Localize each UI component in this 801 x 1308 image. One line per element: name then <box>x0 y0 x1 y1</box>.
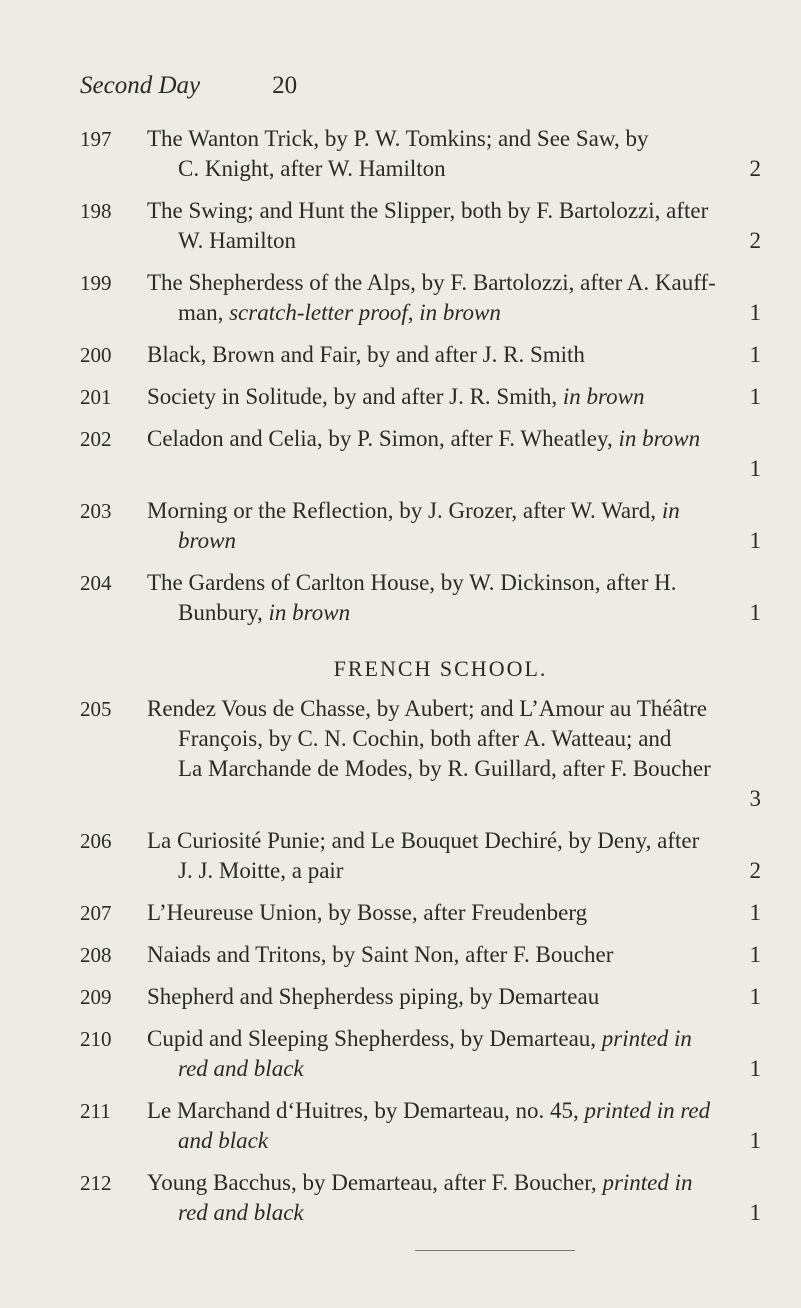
lot-entry <box>80 1024 761 1084</box>
lot-number: 198 <box>80 199 112 223</box>
description-text: Shepherd and Shepherdess piping, by Demarteau <box>147 984 600 1009</box>
description-italic: in brown <box>268 600 351 625</box>
description-text: L’Heureuse Union, by Bosse, after Freudenberg <box>147 900 588 925</box>
description-text: man, <box>178 300 230 325</box>
description-text: François, by C. N. Cochin, both after A. Watteau; and <box>178 726 672 751</box>
lot-quantity: 3 <box>749 786 761 811</box>
lot-quantity: 1 <box>749 984 761 1009</box>
lot-entry <box>80 124 761 184</box>
description-text: J. J. Moitte, a pair <box>178 858 344 883</box>
description-text: Celadon and Celia, by P. Simon, after F. Wheatley, <box>147 426 619 451</box>
description-line <box>147 568 761 598</box>
description-text: Naiads and Tritons, by Saint Non, after F. Boucher <box>147 942 614 967</box>
description-line <box>147 298 761 328</box>
description-text: Bunbury, <box>178 600 269 625</box>
description-line <box>147 784 761 814</box>
description-italic: printed in <box>602 1170 693 1195</box>
description-line <box>147 694 761 724</box>
lot-number: 202 <box>80 427 112 451</box>
description-line <box>147 1024 761 1054</box>
description-line <box>147 826 761 856</box>
description-text: Cupid and Sleeping Shepherdess, by Demarteau, <box>147 1026 602 1051</box>
lot-description <box>147 826 761 886</box>
description-text: Black, Brown and Fair, by and after J. R. Smith <box>147 342 585 367</box>
description-italic: printed in red <box>584 1098 711 1123</box>
description-line <box>147 982 761 1012</box>
lot-number: 201 <box>80 385 112 409</box>
lot-description <box>147 694 761 814</box>
description-line <box>147 454 761 484</box>
lot-description <box>147 424 761 484</box>
page-number: 20 <box>272 72 298 99</box>
description-text: La Marchande de Modes, by R. Guillard, after F. Boucher <box>178 756 711 781</box>
lot-number: 197 <box>80 127 112 151</box>
description-line <box>147 724 761 754</box>
lot-entry <box>80 982 761 1012</box>
lot-quantity: 2 <box>749 156 761 181</box>
description-italic: in brown <box>618 426 701 451</box>
lot-number: 206 <box>80 829 112 853</box>
description-italic: printed in <box>601 1026 692 1051</box>
lot-description <box>147 268 761 328</box>
lot-number: 207 <box>80 901 112 925</box>
lot-number: 203 <box>80 499 112 523</box>
description-line <box>147 526 761 556</box>
lot-entry <box>80 1096 761 1156</box>
description-line <box>147 154 761 184</box>
page-header <box>80 72 761 112</box>
description-line <box>147 1168 761 1198</box>
lot-number: 210 <box>80 1027 112 1051</box>
description-text: The Wanton Trick, by P. W. Tomkins; and See Saw, by <box>147 126 649 151</box>
description-text: The Shepherdess of the Alps, by F. Bartolozzi, after A. Kauff- <box>147 270 716 295</box>
description-italic: in <box>661 498 680 523</box>
section-title: Second Day <box>80 72 201 99</box>
description-italic: and black <box>178 1128 269 1153</box>
description-text: The Swing; and Hunt the Slipper, both by F. Bartolozzi, after <box>147 198 709 223</box>
description-line <box>147 940 761 970</box>
lot-entry <box>80 694 761 814</box>
description-line <box>147 1126 761 1156</box>
description-line <box>147 424 761 454</box>
description-text: Rendez Vous de Chasse, by Aubert; and L’Amour au Théâtre <box>147 696 707 721</box>
description-italic: red and black <box>178 1200 304 1225</box>
lot-entry <box>80 568 761 628</box>
lot-entry <box>80 268 761 328</box>
lot-description <box>147 124 761 184</box>
description-line <box>147 226 761 256</box>
description-line <box>147 856 761 886</box>
lot-quantity: 1 <box>749 600 761 625</box>
school-heading: FRENCH SCHOOL. <box>333 656 548 681</box>
lot-number: 212 <box>80 1171 112 1195</box>
lot-quantity: 1 <box>749 1200 761 1225</box>
lot-entry <box>80 940 761 970</box>
description-text: Le Marchand d‘Huitres, by Demarteau, no. 45, <box>147 1098 585 1123</box>
description-line <box>147 1054 761 1084</box>
lot-number: 208 <box>80 943 112 967</box>
description-line <box>147 496 761 526</box>
lot-quantity: 1 <box>749 300 761 325</box>
description-text: The Gardens of Carlton House, by W. Dickinson, after H. <box>147 570 677 595</box>
lot-description <box>147 982 761 1012</box>
lot-description <box>147 340 761 370</box>
description-line <box>147 124 761 154</box>
lot-quantity: 1 <box>749 456 761 481</box>
description-text: C. Knight, after W. Hamilton <box>178 156 446 181</box>
lot-description <box>147 568 761 628</box>
description-line <box>147 340 761 370</box>
lot-quantity: 1 <box>749 942 761 967</box>
lot-description <box>147 940 761 970</box>
lot-description <box>147 1096 761 1156</box>
lot-list-english <box>80 124 761 628</box>
end-rule <box>415 1250 575 1251</box>
lot-quantity: 1 <box>749 528 761 553</box>
description-line <box>147 1096 761 1126</box>
lot-quantity: 2 <box>749 228 761 253</box>
lot-entry <box>80 196 761 256</box>
lot-number: 209 <box>80 985 112 1009</box>
description-text: Morning or the Reflection, by J. Grozer, after W. Ward, <box>147 498 662 523</box>
lot-description <box>147 898 761 928</box>
description-text: W. Hamilton <box>178 228 296 253</box>
description-line <box>147 598 761 628</box>
lot-number: 199 <box>80 271 112 295</box>
lot-quantity: 1 <box>749 342 761 367</box>
description-italic: red and black <box>178 1056 304 1081</box>
description-line <box>147 268 761 298</box>
description-line <box>147 382 761 412</box>
lot-quantity: 1 <box>749 384 761 409</box>
lot-number: 204 <box>80 571 112 595</box>
lot-quantity: 2 <box>749 858 761 883</box>
lot-list-french <box>80 694 761 1228</box>
lot-number: 205 <box>80 697 112 721</box>
description-text: Young Bacchus, by Demarteau, after F. Boucher, <box>147 1170 603 1195</box>
lot-entry <box>80 826 761 886</box>
lot-entry <box>80 382 761 412</box>
lot-entry <box>80 496 761 556</box>
lot-description <box>147 1168 761 1228</box>
description-text: Society in Solitude, by and after J. R. Smith, <box>147 384 563 409</box>
lot-quantity: 1 <box>749 1128 761 1153</box>
description-line <box>147 754 761 784</box>
lot-entry <box>80 898 761 928</box>
lot-number: 200 <box>80 343 112 367</box>
lot-quantity: 1 <box>749 1056 761 1081</box>
lot-quantity: 1 <box>749 900 761 925</box>
lot-entry <box>80 1168 761 1228</box>
lot-entry <box>80 424 761 484</box>
description-italic: in brown <box>562 384 645 409</box>
lot-description <box>147 1024 761 1084</box>
description-line <box>147 898 761 928</box>
description-italic: scratch-letter proof, in brown <box>229 300 501 325</box>
lot-description <box>147 496 761 556</box>
description-italic: brown <box>178 528 236 553</box>
description-text: La Curiosité Punie; and Le Bouquet Dechiré, by Deny, after <box>147 828 700 853</box>
lot-entry <box>80 340 761 370</box>
description-line <box>147 1198 761 1228</box>
lot-description <box>147 382 761 412</box>
lot-number: 211 <box>80 1099 111 1123</box>
description-line <box>147 196 761 226</box>
lot-description <box>147 196 761 256</box>
